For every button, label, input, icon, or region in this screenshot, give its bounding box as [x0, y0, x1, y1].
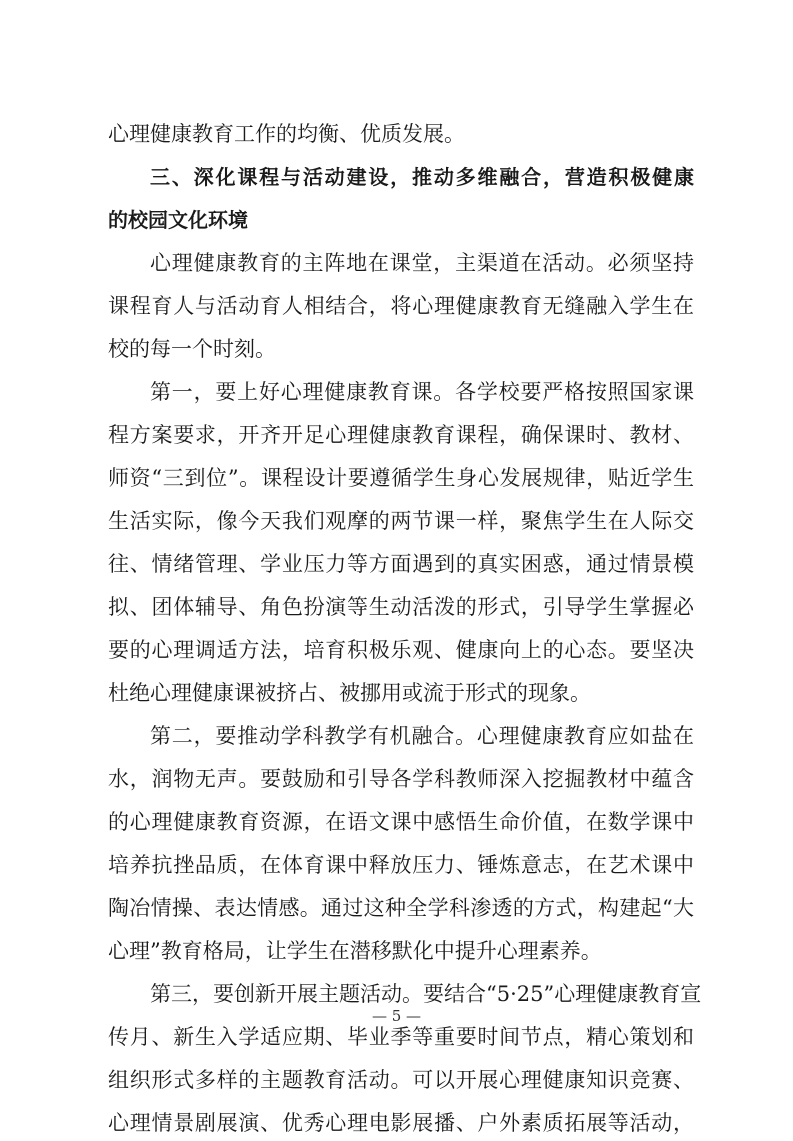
paragraph-line: 心理”教育格局，让学生在潜移默化中提升心理素养。	[108, 939, 602, 963]
paragraph-line: 杜绝心理健康课被挤占、被挪用或流于形式的现象。	[108, 681, 591, 705]
paragraph-line: 心理健康教育工作的均衡、优质发展。	[108, 122, 465, 146]
paragraph-line: 拟、团体辅导、角色扮演等生动活泼的形式，引导学生掌握必	[108, 595, 694, 619]
paragraph-line: 课程育人与活动育人相结合，将心理健康教育无缝融入学生在	[108, 294, 694, 318]
paragraph-line: 第一，要上好心理健康教育课。各学校要严格按照国家课	[150, 380, 694, 404]
paragraph-line: 往、情绪管理、学业压力等方面遇到的真实困惑，通过情景模	[108, 552, 694, 576]
paragraph-line: 陶冶情操、表达情感。通过这种全学科渗透的方式，构建起“大	[108, 896, 694, 920]
page-number: — 5 —	[371, 1007, 422, 1025]
paragraph-line: 程方案要求，开齐开足心理健康教育课程，确保课时、教材、	[108, 423, 694, 447]
paragraph-line: 第二，要推动学科教学有机融合。心理健康教育应如盐在	[150, 724, 694, 748]
paragraph-line: 水，润物无声。要鼓励和引导各学科教师深入挖掘教材中蕴含	[108, 767, 694, 791]
paragraph-line: 心理情景剧展演、优秀心理电影展播、户外素质拓展等活动，	[108, 1111, 694, 1135]
paragraph-line: 校的每一个时刻。	[108, 337, 276, 361]
paragraph-line: 要的心理调适方法，培育积极乐观、健康向上的心态。要坚决	[108, 638, 694, 662]
paragraph-line: 培养抗挫品质，在体育课中释放压力、锤炼意志，在艺术课中	[108, 853, 694, 877]
section-heading: 三、深化课程与活动建设，推动多维融合，营造积极健康	[150, 165, 694, 189]
paragraph-line: 组织形式多样的主题教育活动。可以开展心理健康知识竞赛、	[108, 1068, 694, 1092]
paragraph-line: 师资“三到位”。课程设计要遵循学生身心发展规律，贴近学生	[108, 466, 694, 490]
paragraph-line: 的心理健康教育资源，在语文课中感悟生命价值，在数学课中	[108, 810, 694, 834]
section-heading: 的校园文化环境	[108, 208, 248, 232]
paragraph-line: 第三，要创新开展主题活动。要结合“5·25”心理健康教育宣	[150, 982, 702, 1006]
paragraph-line: 生活实际，像今天我们观摩的两节课一样，聚焦学生在人际交	[108, 509, 694, 533]
paragraph-line: 传月、新生入学适应期、毕业季等重要时间节点，精心策划和	[108, 1025, 694, 1049]
paragraph-line: 心理健康教育的主阵地在课堂，主渠道在活动。必须坚持	[150, 251, 694, 275]
